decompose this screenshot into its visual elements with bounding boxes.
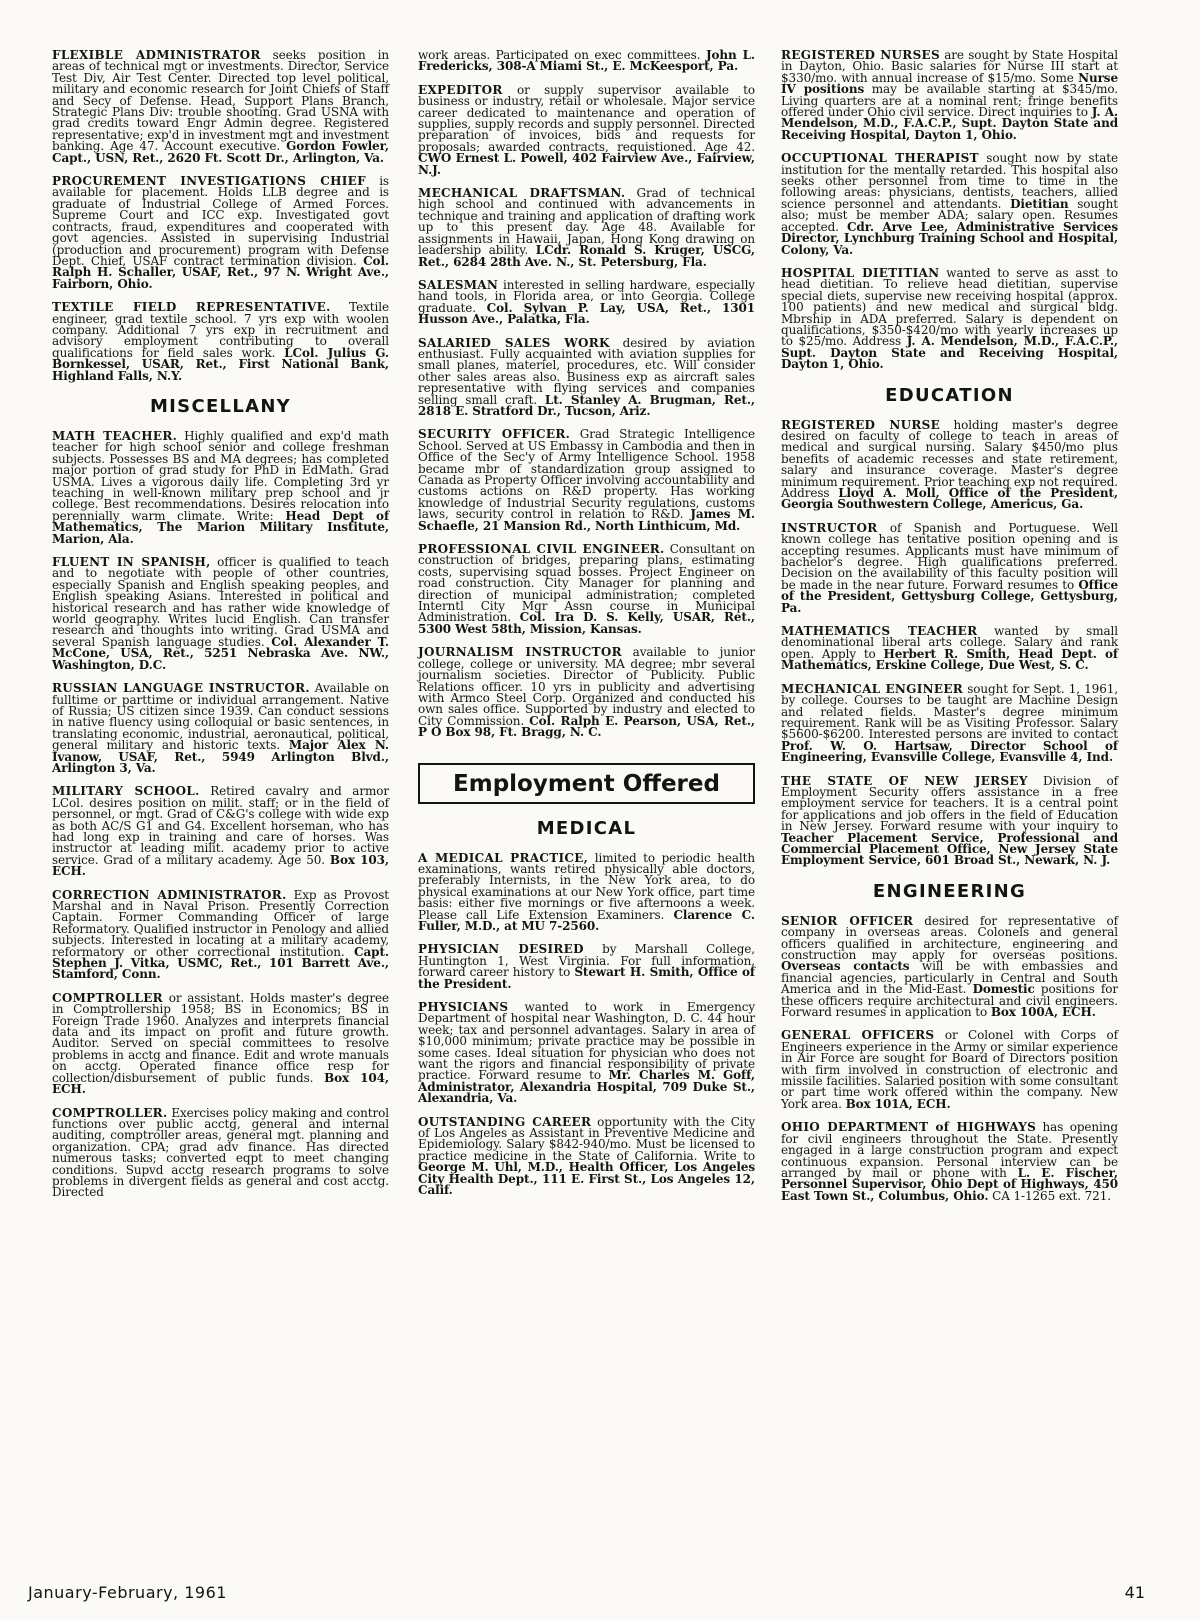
section-heading-education: EDUCATION	[885, 384, 1014, 406]
ad-contact: LCol. Julius G. Bornkessel, USAR, Ret., First National Bank, Highland Falls, N.Y.	[52, 345, 389, 383]
classified-ad	[781, 1030, 1118, 1110]
ad-heading: COMPTROLLER.	[52, 1105, 168, 1120]
ad-body: Exp as Provost Marshal and in Naval Prison. Presently Correction Captain. Former Commanding Officer of large Reformatory. Qualified instructor in Penology and allied subjects. Interested in locating at a military academy, reformatory or other correctional institution.	[52, 887, 389, 959]
ad-body: CA 1-1265 ext. 721.	[988, 1188, 1111, 1203]
ad-contact: Box 104, ECH.	[52, 1070, 389, 1097]
classified-ad	[52, 683, 389, 774]
ad-body: officer is qualified to teach and to negotiate with people of other countries, especially Spanish and English speaking peoples, and English speaking Asians. Interested in political and historical research and has rather wide knowledge of world geography. Writes lucid English. Can transfer research and thoughts into writing. Grad USMA and several Spanish language studies.	[52, 555, 390, 649]
ad-heading: JOURNALISM INSTRUCTOR	[418, 645, 622, 660]
ad-body: Retired cavalry and armor LCol. desires position on milit. staff; or in the field of personnel, or mgt. Grad of C&G's college with wide exp as both AC/S G1 and G4. Excellent horseman, who has had long exp in training and care of horses. Was instructor at leading milit. academy prior to active service. Grad of a military academy. Age 50.	[52, 784, 389, 867]
ad-contact: Col. Sylvan P. Lay, USA, Ret., 1301 Husson Ave., Palatka, Fla.	[418, 300, 755, 327]
ad-heading: MECHANICAL ENGINEER	[781, 681, 964, 696]
classified-ad	[418, 1114, 756, 1198]
classified-ad	[781, 417, 1118, 512]
ad-body: or assistant. Holds master's degree in Comptrollership 1958; BS in Economics; BS in Foreign Trade 1960. Analyzes and interprets financial data and its impact on profit and future growth. Auditor. Served on special committees to resolve problems in acctg and finance. Edit and wrote manuals on acctg. Operated finance office resp for collection/disbursement of public funds.	[52, 990, 389, 1085]
ad-heading: PHYSICIAN DESIRED	[418, 942, 584, 957]
ad-heading: MILITARY SCHOOL.	[52, 784, 200, 799]
ad-body: Grad of technical high school and continued with advancements in technique and training and application of drafting work up to this present day. Age 48. Available for assignments in Hawaii, Japan, Hong Kong drawing on leadership ability.	[418, 186, 755, 258]
ad-body: will be with embassies and financial agencies, particularly in Central and South America and in the Mid-East.	[781, 959, 1118, 997]
ad-body: sought for Sept. 1, 1961, by college. Courses to be taught are Machine Design and related fields. Master's degree minimum requirement. Rank will be as Visiting Professor. Salary $5600-$6200. Interested persons are invited to contact	[781, 681, 1118, 742]
ad-heading: OHIO DEPARTMENT of HIGHWAYS	[781, 1120, 1037, 1135]
classified-ad	[781, 50, 1118, 141]
ad-body: available to junior college, college or university. MA degree; mbr several journalism societies. Director of Publicity. Public Relations officer. 10 yrs in publicity and advertising with Armco Steel Corp. Organized and conducted his own sales office. Supported by industry and elected to City Commission.	[418, 645, 755, 728]
classified-ad	[418, 544, 755, 635]
ad-heading: MATH TEACHER.	[52, 428, 178, 443]
classified-ad	[781, 265, 1118, 372]
classified-ad	[52, 887, 389, 982]
classified-ad	[52, 428, 390, 546]
ad-heading: REGISTERED NURSES	[781, 48, 940, 62]
ad-body: Consultant on construction of bridges, preparing plans, estimating costs, supervising squad bosses. Project Engineer on road construction. City Manager for planning and direction of municipal administration; completed Interntl City Mgr Assn course in Municipal Administration.	[418, 542, 755, 625]
ad-contact: Lt. Stanley A. Brugman, Ret., 2818 E. Stratford Dr., Tucson, Ariz.	[418, 392, 756, 418]
ad-body: Grad Strategic Intelligence School. Served at US Embassy in Cambodia and then in Office of the Sec'y of Army Intelligence School. 1958 became mbr of standardization group assigned to Canada as Property Officer involving accountability and customs actions on R&D property. Has working knowledge of Industrial Security regulations, customs laws, security control in relation to R&D.	[418, 427, 755, 522]
ad-heading: CORRECTION ADMINISTRATOR.	[52, 887, 287, 902]
ad-body: sought also; must be member ADA; salary open. Resumes accepted.	[781, 196, 1118, 234]
classified-ad	[781, 773, 1119, 868]
ad-heading: INSTRUCTOR	[781, 520, 878, 535]
classified-ad	[52, 50, 389, 164]
ad-emphasis: Domestic	[972, 982, 1035, 997]
ad-body: of Spanish and Portuguese. Well known college has tentative position opening and is accepting resumes. Applicants must have minimum of bachelor's degree. High qualifications preferred. Decision on the availability of this faculty position will be made in the near future. Forward resumes to	[781, 520, 1118, 592]
ad-contact: Gordon Fowler, Capt., USN, Ret., 2620 Ft. Scott Dr., Arlington, Va.	[52, 139, 389, 165]
classified-ad	[418, 50, 755, 73]
classified-ad	[418, 1002, 755, 1105]
ad-body: Division of Employment Security offers assistance in a free employment service for teachers. It is a central point for applications and job offers in the field of Education in New Jersey. Forward resume with your inquiry to	[781, 773, 1119, 834]
ad-body: wanted by small denominational liberal arts college. Salary and rank open. Apply to	[781, 624, 1118, 661]
classified-ad	[781, 681, 1118, 765]
ad-body: wanted to work in Emergency Department of hospital near Washington, D. C. 44 hour week; tax and personnel advantages. Salary in area of $10,000 minimum; private practice may be possible in some cases. Ideal situation for physician who does not want the rigors and financial responsibility of private practice. Forward resume to	[418, 1000, 755, 1083]
ad-body: may be available starting at $345/mo. Living quarters are at a nominal rent; fringe benefits offered under Ohio civil service. Direct inquiries to	[781, 82, 1118, 120]
ad-body: desired for representative of company in overseas areas. Colonels and general officers qualified in architecture, engineering and construction may apply for overseas positions.	[781, 913, 1118, 962]
employment-offered-banner: Employment Offered	[418, 763, 755, 804]
classified-ad	[781, 520, 1118, 615]
ad-contact: J. A. Mendelson, M.D., F.A.C.P., Supt. Dayton State and Receiving Hospital, Dayton 1, Ohio.	[781, 105, 1119, 142]
ad-heading: OCCUPTIONAL THERAPIST	[781, 151, 979, 166]
classified-ad	[52, 1105, 389, 1200]
classified-ad	[781, 153, 1118, 256]
page-number: 41	[1124, 1583, 1145, 1602]
ad-heading: FLEXIBLE ADMINISTRATOR	[52, 48, 261, 62]
column-middle	[418, 50, 755, 1209]
ad-heading: A MEDICAL PRACTICE,	[418, 850, 589, 865]
ad-body: is available for placement. Holds LLB degree and is graduate of Industrial College of Armed Forces. Supreme Court and ICC exp. Investigated govt contracts, fraud, expenditures and cooperated with govt agencies. Assisted in supervising Industrial (production and procurement) program with Defense Dept. Chief, USAF contract termination division.	[52, 174, 389, 268]
ad-contact: LCdr. Ronald S. Kruger, USCG, Ret., 6284 28th Ave. N., St. Petersburg, Fla.	[418, 243, 755, 269]
classified-ad	[418, 82, 755, 177]
ad-body: wanted to serve as asst to head dietitian. To relieve head dietitian, supervise special diets, supervise new receiving hospital (approx. 100 patients) and new medical and surgical bldg. Mbrship in ADA preferred. Salary is dependent on qualifications, $350-$420/mo with yearly increases up to $25/mo. Address	[781, 265, 1118, 349]
ad-contact: Mr. Charles M. Goff, Administrator, Alexandria Hospital, 709 Duke St., Alexandria, Va.	[418, 1068, 755, 1106]
ad-emphasis: Overseas contacts	[781, 959, 910, 974]
ad-contact: Head Dept of Mathematics, The Marion Military Institute, Marion, Ala.	[52, 508, 390, 546]
ad-contact: James M. Schaefle, 21 Mansion Rd., North Linthicum, Md.	[418, 507, 755, 533]
ad-heading: EXPEDITOR	[418, 82, 503, 97]
ad-contact: Box 101A, ECH.	[845, 1096, 951, 1111]
ad-body: seeks position in areas of technical mgt or investments. Director, Service Test Div, Air Test Center. Directed top level political, military and economic research for Joint Chiefs of Staff and Secy of Defense. Head, Support Plans Branch, Strategic Plans Div: trouble shooting. Grad USNA with grad credits toward Engr Admin degree. Registered representative; exp'd in investment mgt and investment banking. Age 47. Account executive.	[52, 48, 389, 154]
ad-heading: GENERAL OFFICERS	[781, 1028, 935, 1043]
ad-body: interested in selling hardware, especially hand tools, in Florida area, or into Georgia. College graduate.	[418, 277, 755, 315]
ad-heading: SENIOR OFFICER	[781, 913, 914, 928]
ad-body: desired by aviation enthusiast. Fully acquainted with aviation supplies for small planes, materiel, procedures, etc. Will consider other sales areas also. Business exp as aircraft sales representative with flying services and companies selling small craft.	[418, 335, 755, 407]
ad-contact: Clarence C. Fuller, M.D., at MU 7-2560.	[418, 907, 755, 933]
classified-ad	[418, 944, 755, 990]
classified-ad	[52, 990, 389, 1097]
ad-contact: Box 100A, ECH.	[990, 1005, 1096, 1020]
ad-contact: J. A. Mendelson, M.D., F.A.C.P., Supt. Dayton State and Receiving Hospital, Dayton 1, Ohio.	[781, 334, 1118, 372]
section-heading-engineering: ENGINEERING	[872, 880, 1027, 902]
classified-ad	[781, 913, 1118, 1020]
issue-date: January-February, 1961	[28, 1583, 227, 1602]
ad-body: Textile engineer, grad textile school. 7 yrs exp with woolen company. Additional 7 yrs exp in recruitment and advisory employment contributing to overall qualifications for field sales work.	[52, 300, 389, 360]
ad-body: or Colonel with Corps of Engineers experience in the Army or similar experience in Air Force are sought for Board of Directors position with firm involved in construction of electronic and missile facilities. Salaried position with some consultant or part time work offered within the company. New York area.	[781, 1028, 1119, 1111]
ad-body: work areas. Participated on exec committees.	[418, 48, 706, 62]
classified-ad	[52, 557, 389, 671]
ad-heading: MECHANICAL DRAFTSMAN.	[418, 186, 626, 201]
ad-contact: Lloyd A. Moll, Office of the President, Georgia Southwestern College, Americus, Ga.	[781, 486, 1118, 512]
ad-heading: REGISTERED NURSE	[781, 417, 941, 432]
ad-heading: TEXTILE FIELD REPRESENTATIVE.	[52, 300, 331, 315]
ad-heading: RUSSIAN LANGUAGE INSTRUCTOR.	[52, 681, 310, 696]
classified-ad	[418, 429, 755, 532]
ad-contact: Prof. W. O. Hartsaw, Director School of Engineering, Evansville College, Evansville 4, Ind.	[781, 738, 1118, 765]
ad-emphasis: Nurse IV positions	[781, 70, 1118, 97]
ad-contact: Col. Ira D. S. Kelly, USAR, Ret., 5300 West 58th, Mission, Kansas.	[418, 610, 756, 636]
classified-ad	[418, 647, 755, 738]
ad-body: opportunity with the City of Los Angeles as Assistant in Preventive Medicine and Epidemiology. Salary $842-940/mo. Must be licensed to practice medicine in the State of California. Write to	[418, 1114, 756, 1163]
ad-contact: Box 103, ECH.	[52, 852, 390, 879]
ad-heading: HOSPITAL DIETITIAN	[781, 265, 940, 280]
classified-ad	[52, 302, 389, 382]
classified-ad	[781, 1122, 1118, 1202]
ad-contact: CWO Ernest L. Powell, 402 Fairview Ave., Fairview, N.J.	[418, 151, 755, 177]
column-left	[52, 50, 389, 1211]
classified-ad	[781, 626, 1118, 672]
ad-body: Available on fulltime or parttime or individual arrangement. Native of Russia; US citizen since 1939. Can conduct sessions in native fluency using colloquial or basic sentences, in translating economic, industrial, aeronautical, political, general military and historic texts.	[52, 681, 389, 753]
ad-body: Exercises policy making and control functions over public acctg, general and internal auditing, comptroller areas, general mgt. planning and organization. CPA; grad adv finance. Has directed numerous tasks; converted eqpt to meet changing conditions. Supvd acctg research programs to solve problems in divergent fields as general and cost acctg. Directed	[52, 1105, 389, 1200]
ad-heading: SALARIED SALES WORK	[418, 335, 610, 350]
classified-ad	[418, 335, 756, 418]
ad-contact: Col. Alexander T. McCone, USA, Ret., 5251 Nebraska Ave. NW., Washington, D.C.	[52, 634, 390, 672]
ad-contact: L. E. Fischer, Personnel Supervisor, Ohio Dept of Highways, 450 East Town St., Columbus, Ohio.	[781, 1165, 1118, 1203]
ad-contact: Teacher Placement Service, Professional and Commercial Placement Office, New Jersey State Employment Service, 601 Broad St., Newark, N. J.	[781, 830, 1118, 868]
ad-heading: MATHEMATICS TEACHER	[781, 624, 978, 639]
ad-body: sought now by state institution for the mentally retarded. This hospital also seeks other personnel from time to time in the following areas: physicians, dentists, teachers, allied science personnel and attendants.	[781, 151, 1118, 211]
ad-body: positions for these officers require architectural and civil engineers. Forward resumes in application to	[781, 982, 1118, 1020]
classified-ad	[52, 176, 389, 290]
classified-ad	[52, 786, 389, 877]
ad-body: limited to periodic health examinations, wants retired physically able doctors, preferably Internists, in the New York area, to do physical examinations at our New York office, part time basis: either five mornings or five afternoons a week. Please call Life Extension Examiners.	[418, 850, 755, 922]
classified-ad	[418, 850, 755, 933]
ad-contact: John L. Fredericks, 308-A Miami St., E. McKeesport, Pa.	[418, 48, 755, 74]
ad-contact: Major Alex N. Ivanow, USAF, Ret., 5949 Arlington Blvd., Arlington 3, Va.	[52, 738, 389, 775]
ad-body: Highly qualified and exp'd math teacher for high school senior and college freshman subjects. Possesses BS and MA degrees; has completed major portion of grad study for PhD in EdMath. Grad USMA. Lives a vigorous daily life. Completing 3rd yr teaching in well-known military prep school and jr college. Best recommendations. Desires relocation into perennially warm climate. Write:	[52, 428, 390, 523]
ad-body: are sought by State Hospital in Dayton, Ohio. Basic salaries for Nurse III start at $330/mo. with annual increase of $15/mo. Some	[781, 48, 1118, 85]
classified-ad	[418, 277, 755, 327]
ad-heading: PHYSICIANS	[418, 1000, 509, 1014]
section-heading-miscellany: MISCELLANY	[149, 395, 292, 417]
ad-heading: SALESMAN	[418, 277, 499, 292]
ad-contact: Col. Ralph H. Schaller, USAF, Ret., 97 N. Wright Ave., Fairborn, Ohio.	[52, 253, 389, 291]
ad-heading: FLUENT IN SPANISH,	[52, 555, 211, 570]
ad-contact: Col. Ralph E. Pearson, USA, Ret., P O Box 98, Ft. Bragg, N. C.	[418, 713, 756, 740]
ad-body: by Marshall College, Huntington 1, West Virginia. For full information, forward career history to	[418, 942, 755, 980]
ad-heading: PROCUREMENT INVESTIGATIONS CHIEF	[52, 174, 366, 189]
ad-contact: Stewart H. Smith, Office of the President.	[418, 965, 755, 991]
ad-heading: PROFESSIONAL CIVIL ENGINEER.	[418, 542, 665, 557]
classified-ad	[418, 188, 755, 268]
ad-heading: OUTSTANDING CAREER	[418, 1114, 592, 1129]
ad-contact: George M. Uhl, M.D., Health Officer, Los Angeles City Health Dept., 111 E. First St., Los Angeles 12, Calif.	[418, 1160, 755, 1198]
section-heading-medical: MEDICAL	[536, 817, 637, 839]
ad-body: has opening for civil engineers throughout the State. Presently engaged in a large construction program and expect continuous expansion. Personal interview can be arranged by mail or phone with	[781, 1120, 1118, 1180]
ad-heading: SECURITY OFFICER.	[418, 427, 571, 442]
ad-heading: COMPTROLLER	[52, 990, 163, 1005]
ad-contact: Cdr. Arve Lee, Administrative Services Director, Lynchburg Training School and Hospital, Colony, Va.	[781, 219, 1118, 257]
ad-emphasis: Dietitian	[1010, 196, 1069, 211]
ad-body: or supply supervisor available to business or industry, retail or wholesale. Major service career dedicated to maintenance and operation of supplies, supply records and supply personnel. Directed preparation of invoices, bids and requests for proposals; awarded contracts, requistioned. Age 42.	[418, 82, 755, 154]
ad-contact: Capt. Stephen J. Vitka, USMC, Ret., 101 Barrett Ave., Stamford, Conn.	[52, 944, 389, 982]
ad-contact: Office of the President, Gettysburg College, Gettysburg, Pa.	[781, 577, 1118, 615]
ad-contact: Herbert R. Smith, Head Dept. of Mathematics, Erskine College, Due West, S. C.	[781, 646, 1118, 673]
ad-body: holding master's degree desired on faculty of college to teach in areas of medical and surgical nursing. Salary $450/mo plus benefits of academic recesses and state retirement, salary and insurance coverage. Master's degree minimum requirement. Prior teaching exp not required. Address	[781, 417, 1118, 500]
ad-heading: THE STATE OF NEW JERSEY	[781, 773, 1028, 788]
column-right	[781, 50, 1118, 1214]
